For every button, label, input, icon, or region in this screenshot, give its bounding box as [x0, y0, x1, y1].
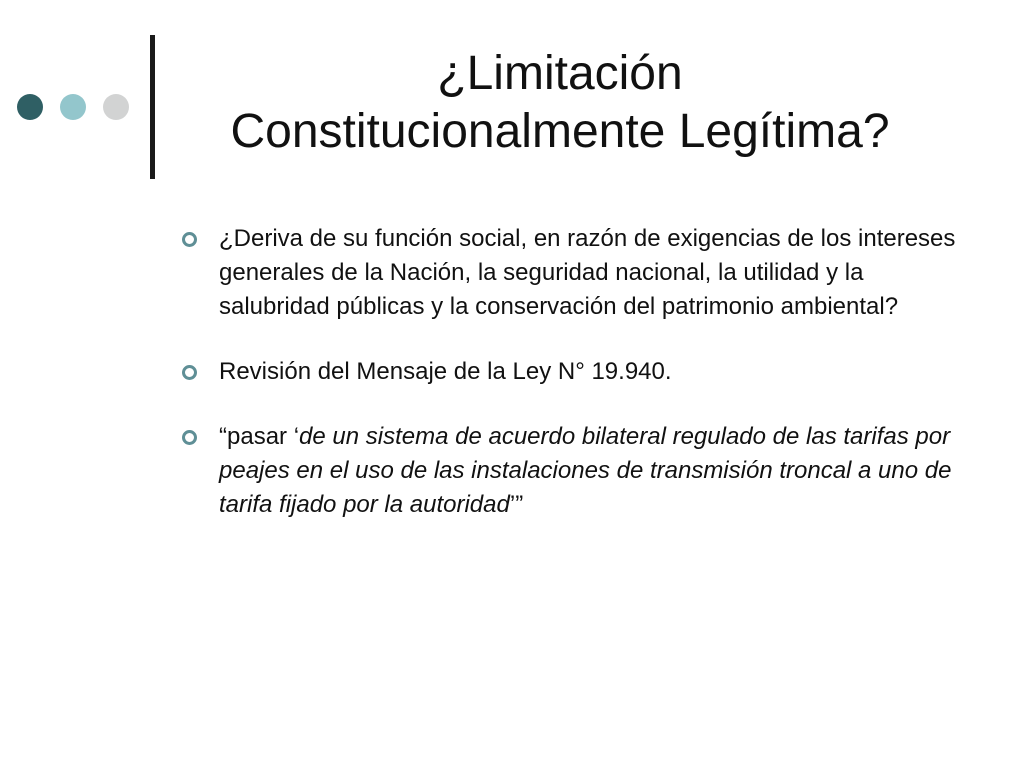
bullet-item-quote — [181, 420, 961, 522]
ring-bullet-icon — [182, 232, 197, 247]
decor-dot-gray — [103, 94, 129, 120]
slide-title — [160, 45, 960, 161]
ring-bullet-icon — [182, 430, 197, 445]
title-line-1: ¿Limitación — [437, 47, 683, 100]
bullet-item — [181, 355, 961, 389]
decor-dot-teal — [60, 94, 86, 120]
title-vertical-rule — [150, 35, 155, 179]
quote-suffix: ’” — [509, 491, 524, 518]
bullet-text: ¿Deriva de su función social, en razón de exigencias de los intereses generales de la Nación, la seguridad nacional, la utilidad y la salubridad públicas y la conservación del patrimonio ambiental? — [219, 225, 956, 320]
title-line-2: Constitucionalmente Legítima? — [230, 105, 890, 158]
bullet-list — [181, 222, 961, 522]
quote-prefix: “pasar ‘ — [219, 423, 300, 450]
bullet-item — [181, 222, 961, 324]
bullet-text: Revisión del Mensaje de la Ley N° 19.940. — [219, 358, 672, 385]
quote-italic-text: de un sistema de acuerdo bilateral regulado de las tarifas por peajes en el uso de las instalaciones de transmisión troncal a uno de tarifa fijado por la autoridad — [219, 423, 952, 518]
ring-bullet-icon — [182, 365, 197, 380]
decor-dot-dark — [17, 94, 43, 120]
